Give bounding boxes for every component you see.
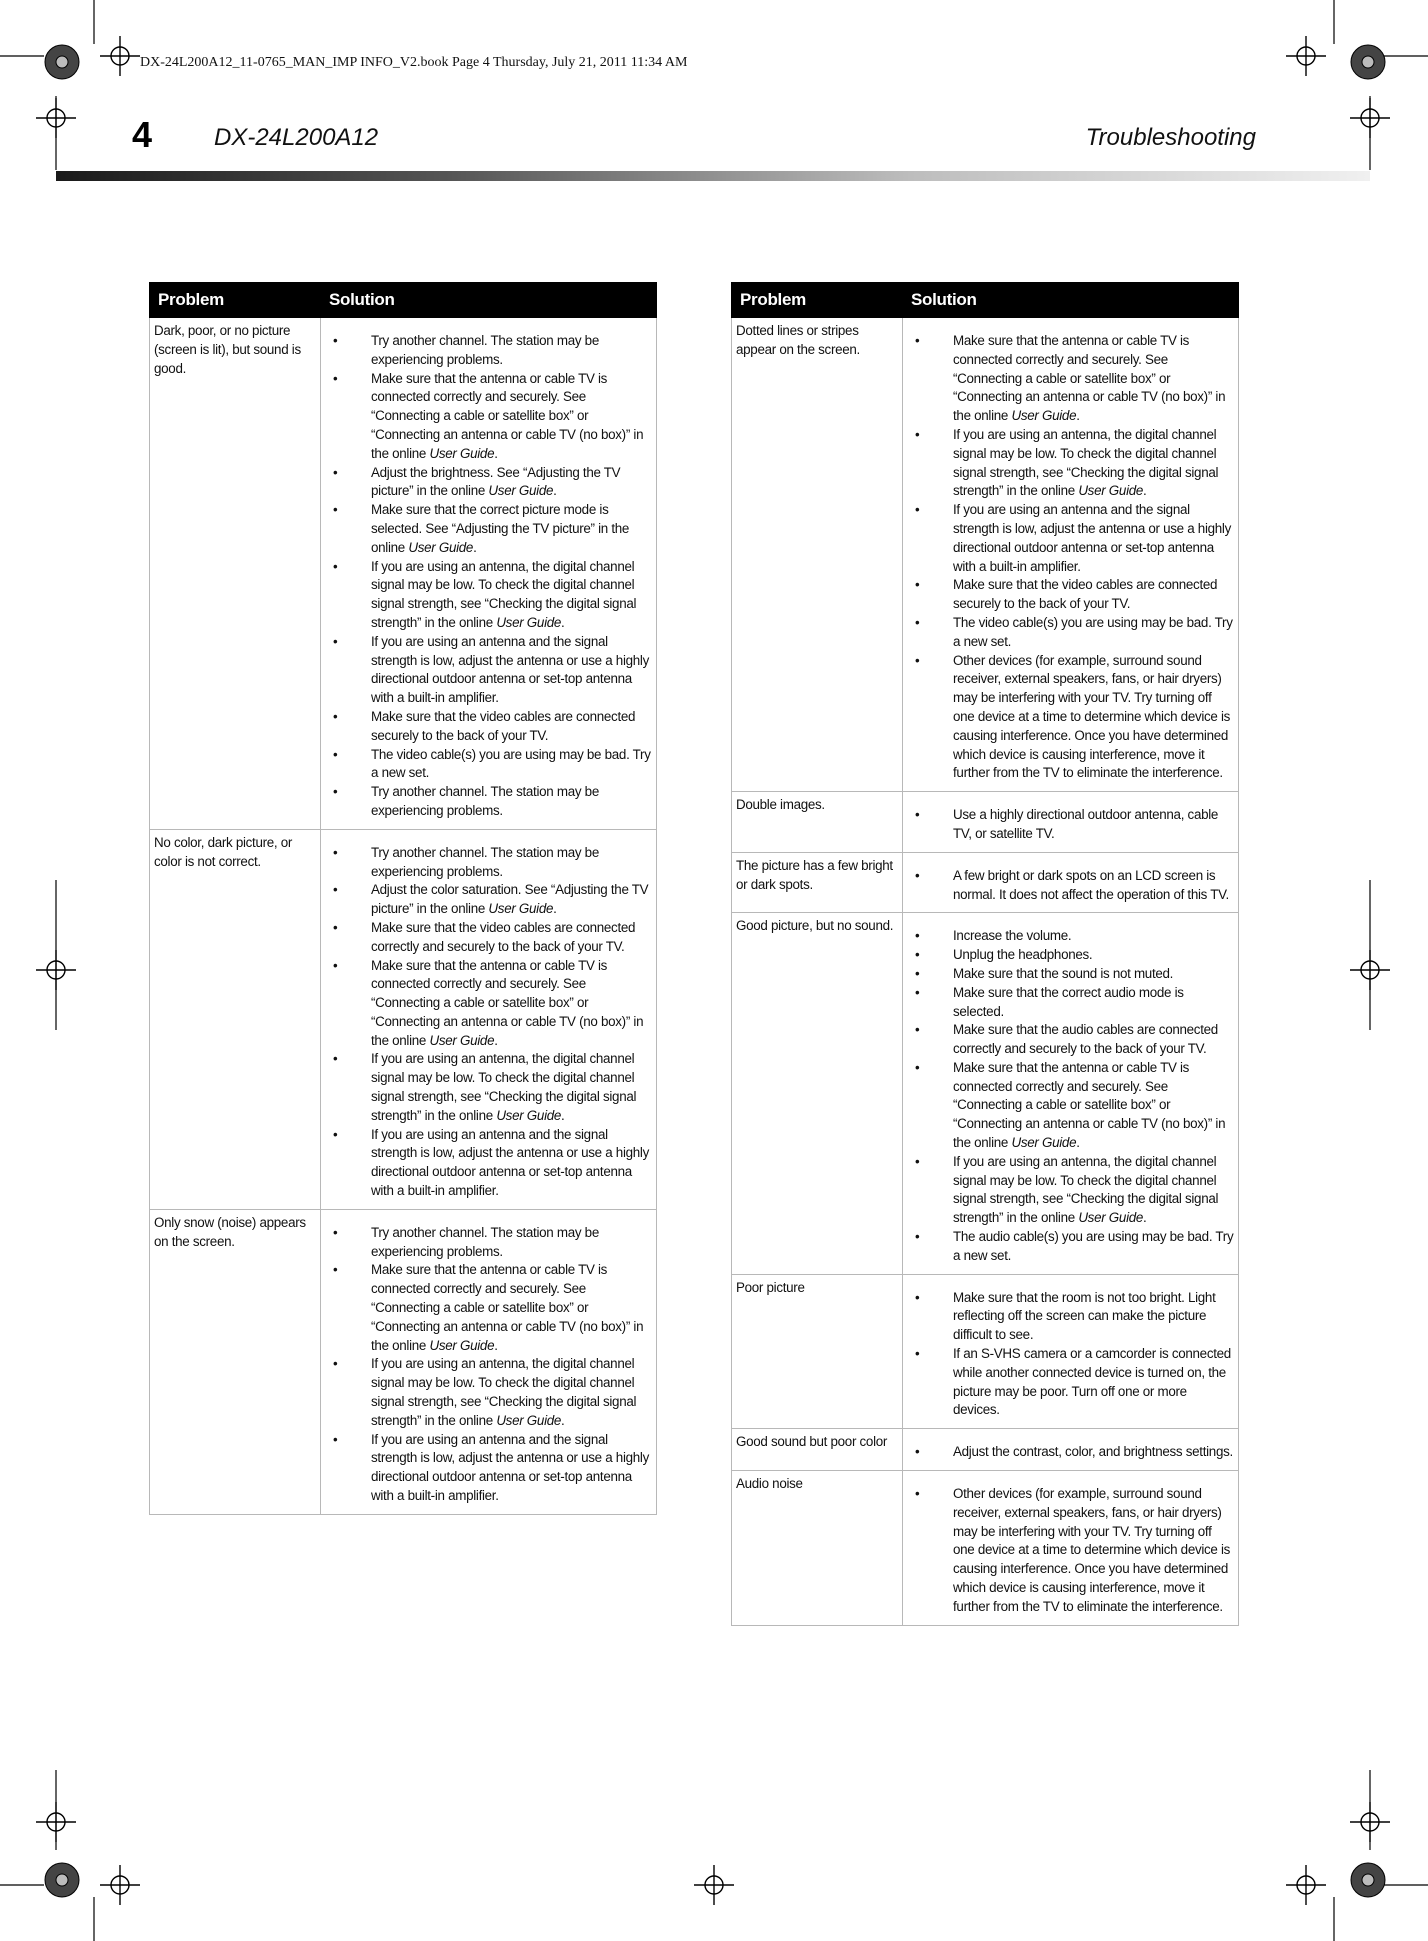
solution-list (325, 332, 652, 821)
solution-text: Make sure that the antenna or cable TV is connected correctly and securely. See “Connecting a cable or satellite box” or “Connecting an antenna or cable TV (no box)” in the online (953, 1059, 1226, 1151)
solution-text: If you are using an antenna, the digital channel signal may be low. To check the digital channel signal strength, see “Checking the digital signal strength” in the online (953, 426, 1219, 499)
solution-text: The video cable(s) you are using may be bad. Try a new set. (371, 746, 651, 781)
solution-cell (903, 792, 1239, 853)
solution-text-tail: . (561, 614, 565, 630)
file-slug: DX-24L200A12_11-0765_MAN_IMP INFO_V2.book Page 4 Thursday, July 21, 2011 11:34 AM (140, 55, 688, 70)
solution-text-tail: . (553, 483, 557, 499)
solution-text: The video cable(s) you are using may be bad. Try a new set. (953, 614, 1233, 649)
solution-item (907, 946, 1234, 965)
solution-item (325, 464, 652, 502)
solution-item (907, 867, 1234, 905)
solution-text: Make sure that the antenna or cable TV is connected correctly and securely. See “Connecting a cable or satellite box” or “Connecting an antenna or cable TV (no box)” in the online (371, 370, 644, 461)
user-guide-reference: User Guide (429, 1337, 495, 1353)
solution-item (325, 746, 652, 784)
solution-item (325, 1050, 652, 1125)
solution-item (907, 1228, 1234, 1266)
table-row (150, 829, 657, 1209)
solution-item (907, 965, 1234, 984)
solution-list (325, 1224, 652, 1506)
solution-text: If you are using an antenna, the digital channel signal may be low. To check the digital channel signal strength, see “Checking the digital signal strength” in the online (371, 558, 637, 630)
solution-text: Try another channel. The station may be experiencing problems. (371, 844, 599, 879)
column-header-solution: Solution (903, 283, 1239, 318)
solution-item (325, 501, 652, 557)
user-guide-reference: User Guide (408, 539, 474, 555)
table-row (732, 852, 1239, 913)
solution-item (907, 332, 1234, 426)
solution-item (325, 783, 652, 821)
user-guide-reference: User Guide (1078, 1210, 1144, 1226)
solution-text: If you are using an antenna and the signal strength is low, adjust the antenna or use a highly directional outdoor antenna or set-top antenna with a built-in amplifier. (953, 502, 1231, 574)
solution-item (325, 370, 652, 464)
solution-cell (321, 318, 657, 830)
solution-item (907, 576, 1234, 614)
solution-item (325, 332, 652, 370)
solution-item (907, 1153, 1234, 1228)
table-row (732, 1429, 1239, 1471)
solution-text-tail: . (494, 1337, 498, 1353)
solution-text: If you are using an antenna and the signal strength is low, adjust the antenna or use a highly directional outdoor antenna or set-top antenna with a built-in amplifier. (371, 1431, 649, 1504)
solution-cell (903, 318, 1239, 792)
solution-text: Try another channel. The station may be experiencing problems. (371, 1224, 599, 1259)
solution-item (907, 1021, 1234, 1059)
solution-text: Unplug the headphones. (953, 947, 1093, 963)
solution-list (907, 867, 1234, 905)
solution-text-tail: . (1143, 483, 1147, 499)
problem-cell: Good picture, but no sound. (732, 913, 903, 1274)
problem-cell: The picture has a few bright or dark spots. (732, 852, 903, 913)
solution-list (907, 1485, 1234, 1617)
problem-cell: Good sound but poor color (732, 1429, 903, 1471)
solution-text: A few bright or dark spots on an LCD screen is normal. It does not affect the operation of this TV. (953, 867, 1229, 902)
solution-text: Make sure that the video cables are connected correctly and securely to the back of your TV. (371, 919, 636, 954)
solution-item (907, 501, 1234, 576)
solution-cell (903, 852, 1239, 913)
solution-item (907, 1289, 1234, 1345)
user-guide-reference: User Guide (488, 483, 554, 499)
solution-text: Make sure that the video cables are connected securely to the back of your TV. (371, 708, 636, 743)
user-guide-reference: User Guide (488, 901, 554, 917)
model-name: DX-24L200A12 (214, 124, 379, 151)
solution-text: The audio cable(s) you are using may be bad. Try a new set. (953, 1229, 1234, 1263)
solution-text: If you are using an antenna and the signal strength is low, adjust the antenna or use a highly directional outdoor antenna or set-top antenna with a built-in amplifier. (371, 633, 649, 706)
solution-text: Increase the volume. (953, 928, 1072, 944)
solution-item (907, 426, 1234, 501)
solution-item (907, 927, 1234, 946)
user-guide-reference: User Guide (1011, 408, 1077, 424)
solution-text: Make sure that the correct picture mode is selected. See “Adjusting the TV picture” in the online (371, 502, 630, 555)
solution-list (325, 844, 652, 1201)
solution-list (907, 806, 1234, 844)
solution-list (907, 927, 1234, 1265)
solution-text-tail: . (561, 1412, 565, 1428)
solution-cell (903, 1429, 1239, 1471)
solution-cell (903, 913, 1239, 1274)
solution-item (325, 1126, 652, 1201)
header-rule (56, 171, 1370, 181)
solution-text: Make sure that the audio cables are connected correctly and securely to the back of your TV. (953, 1022, 1218, 1057)
solution-text: Make sure that the sound is not muted. (953, 965, 1174, 981)
solution-text: If you are using an antenna, the digital channel signal may be low. To check the digital channel signal strength, see “Checking the digital signal strength” in the online (953, 1153, 1219, 1226)
solution-item (907, 1485, 1234, 1617)
solution-list (907, 1289, 1234, 1421)
solution-text: If an S-VHS camera or a camcorder is connected while another connected device is turned on, the picture may be poor. Turn off one or more devices. (953, 1346, 1231, 1418)
table-row (150, 1209, 657, 1514)
solution-item (325, 1261, 652, 1355)
solution-text-tail: . (494, 1032, 498, 1048)
problem-cell: Only snow (noise) appears on the screen. (150, 1209, 321, 1514)
solution-item (907, 614, 1234, 652)
table-row (732, 792, 1239, 853)
problem-cell: Audio noise (732, 1471, 903, 1626)
troubleshooting-table-left (149, 282, 657, 1515)
solution-item (325, 881, 652, 919)
solution-item (325, 1224, 652, 1262)
solution-cell (321, 829, 657, 1209)
table-row (732, 318, 1239, 792)
user-guide-reference: User Guide (1078, 483, 1144, 499)
problem-cell: Poor picture (732, 1274, 903, 1429)
solution-text: If you are using an antenna and the signal strength is low, adjust the antenna or use a highly directional outdoor antenna or set-top antenna with a built-in amplifier. (371, 1126, 649, 1199)
user-guide-reference: User Guide (429, 1032, 495, 1048)
solution-text: Other devices (for example, surround sound receiver, external speakers, fans, or hair dryers) may be interfering with your TV. Try turning off one device at a time to determine which device is causing interference. Once you have determined which device is causing interference, move it further from the TV to eliminate the interference. (953, 652, 1231, 781)
user-guide-reference: User Guide (496, 1107, 562, 1123)
solution-text: Make sure that the room is not too bright. Light reflecting off the screen can make the picture difficult to see. (953, 1289, 1216, 1343)
user-guide-reference: User Guide (496, 1412, 562, 1428)
problem-cell: Dotted lines or stripes appear on the screen. (732, 318, 903, 792)
table-row (732, 1471, 1239, 1626)
user-guide-reference: User Guide (496, 614, 562, 630)
table-row (732, 1274, 1239, 1429)
solution-item (325, 633, 652, 708)
solution-text-tail: . (1143, 1210, 1147, 1226)
solution-text: Adjust the color saturation. See “Adjusting the TV picture” in the online (371, 882, 649, 917)
solution-text: Adjust the brightness. See “Adjusting the TV picture” in the online (371, 464, 621, 499)
solution-item (325, 1355, 652, 1430)
solution-text-tail: . (494, 445, 498, 461)
solution-text: Make sure that the antenna or cable TV is connected correctly and securely. See “Connecting a cable or satellite box” or “Connecting an antenna or cable TV (no box)” in the online (371, 1262, 644, 1353)
problem-cell: Double images. (732, 792, 903, 853)
solution-item (325, 919, 652, 957)
column-header-problem: Problem (732, 283, 903, 318)
solution-text-tail: . (1076, 408, 1080, 424)
table-row (150, 318, 657, 830)
page-number: 4 (132, 114, 153, 155)
solution-list (907, 1443, 1234, 1462)
solution-item (907, 984, 1234, 1022)
solution-text: Make sure that the antenna or cable TV is connected correctly and securely. See “Connecting a cable or satellite box” or “Connecting an antenna or cable TV (no box)” in the online (953, 333, 1226, 424)
solution-text: Make sure that the correct audio mode is selected. (953, 984, 1184, 1019)
solution-text: Make sure that the antenna or cable TV is connected correctly and securely. See “Connecting a cable or satellite box” or “Connecting an antenna or cable TV (no box)” in the online (371, 957, 644, 1048)
solution-text-tail: . (1076, 1135, 1080, 1151)
solution-text: If you are using an antenna, the digital channel signal may be low. To check the digital channel signal strength, see “Checking the digital signal strength” in the online (371, 1356, 637, 1428)
solution-item (325, 708, 652, 746)
solution-text: Make sure that the video cables are connected securely to the back of your TV. (953, 577, 1218, 612)
solution-text: Try another channel. The station may be experiencing problems. (371, 784, 599, 818)
solution-item (325, 844, 652, 882)
troubleshooting-table-right (731, 282, 1239, 1626)
solution-text: Adjust the contrast, color, and brightness settings. (953, 1444, 1233, 1460)
solution-item (325, 558, 652, 633)
solution-item (907, 1059, 1234, 1153)
solution-item (325, 1431, 652, 1506)
user-guide-reference: User Guide (1011, 1135, 1077, 1151)
solution-item (907, 652, 1234, 784)
solution-text-tail: . (561, 1107, 565, 1123)
solution-text: If you are using an antenna, the digital channel signal may be low. To check the digital channel signal strength, see “Checking the digital signal strength” in the online (371, 1051, 637, 1123)
solution-text: Try another channel. The station may be experiencing problems. (371, 333, 599, 367)
column-header-solution: Solution (321, 283, 657, 318)
column-header-problem: Problem (150, 283, 321, 318)
table-row (732, 913, 1239, 1274)
solution-list (907, 332, 1234, 783)
solution-text-tail: . (473, 539, 477, 555)
solution-item (907, 1345, 1234, 1420)
user-guide-reference: User Guide (429, 445, 495, 461)
solution-text-tail: . (553, 901, 557, 917)
solution-cell (321, 1209, 657, 1514)
solution-text: Other devices (for example, surround sound receiver, external speakers, fans, or hair dryers) may be interfering with your TV. Try turning off one device at a time to determine which device is causing interference. Once you have determined which device is causing interference, move it further from the TV to eliminate the interference. (953, 1486, 1231, 1614)
problem-cell: Dark, poor, or no picture (screen is lit), but sound is good. (150, 318, 321, 830)
solution-cell (903, 1471, 1239, 1626)
solution-item (325, 957, 652, 1051)
solution-item (907, 806, 1234, 844)
solution-item (907, 1443, 1234, 1462)
problem-cell: No color, dark picture, or color is not correct. (150, 829, 321, 1209)
solution-cell (903, 1274, 1239, 1429)
section-title: Troubleshooting (1085, 124, 1256, 151)
solution-text: Use a highly directional outdoor antenna, cable TV, or satellite TV. (953, 807, 1219, 841)
